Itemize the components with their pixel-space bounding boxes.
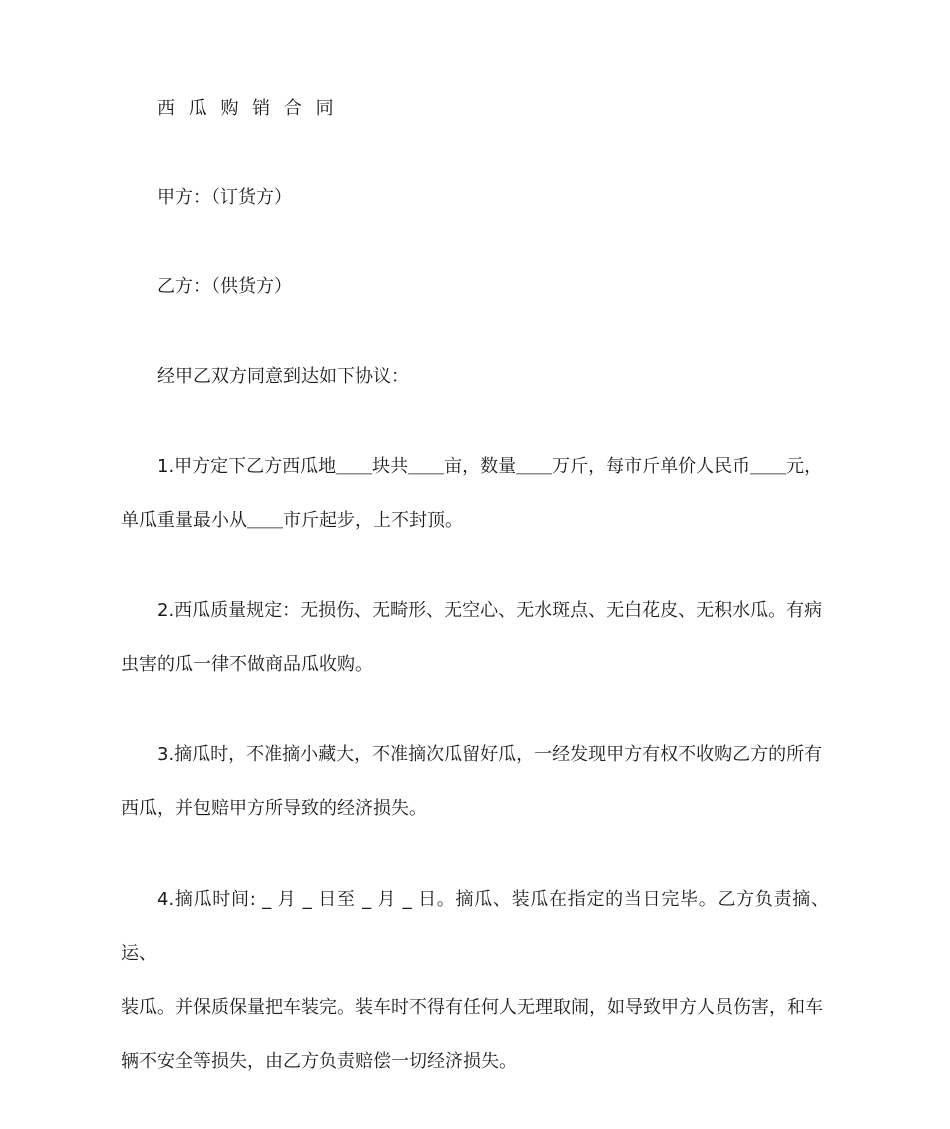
clause-4-line-3: 辆不安全等损失，由乙方负责赔偿一切经济损失。 xyxy=(121,1051,517,1072)
clause-1 xyxy=(121,440,829,548)
clause-2-line-2: 虫害的瓜一律不做商品瓜收购。 xyxy=(121,654,373,675)
document-title: 西 瓜 购 销 合 同 xyxy=(157,98,338,119)
clause-3 xyxy=(121,728,829,836)
clause-2 xyxy=(121,584,829,692)
party-b-line: 乙方：（供货方） xyxy=(157,276,292,297)
clause-4-line-1: 4.摘瓜时间: _ 月 _ 日至 _ 月 _ 日。摘瓜、装瓜在指定的当日完毕。乙方负责摘、运、 xyxy=(121,889,829,964)
clause-4 xyxy=(121,873,829,1089)
clause-2-line-1: 2.西瓜质量规定：无损伤、无畸形、无空心、无水斑点、无白花皮、无积水瓜。有病 xyxy=(157,600,823,621)
clause-3-line-2: 西瓜，并包赔甲方所导致的经济损失。 xyxy=(121,798,427,819)
party-a-line: 甲方：（订货方） xyxy=(157,187,292,208)
clause-3-line-1: 3.摘瓜时，不准摘小藏大，不准摘次瓜留好瓜，一经发现甲方有权不收购乙方的所有 xyxy=(157,744,823,765)
clause-4-line-2: 装瓜。并保质保量把车装完。装车时不得有任何人无理取闹，如导致甲方人员伤害，和车 xyxy=(121,997,823,1018)
clause-1-line-1: 1.甲方定下乙方西瓜地＿＿块共＿＿亩，数量＿＿万斤，每市斤单价人民币＿＿元， xyxy=(157,456,823,477)
intro-line: 经甲乙双方同意到达如下协议： xyxy=(157,366,409,387)
clause-1-line-2: 单瓜重量最小从＿＿市斤起步，上不封顶。 xyxy=(121,510,463,531)
